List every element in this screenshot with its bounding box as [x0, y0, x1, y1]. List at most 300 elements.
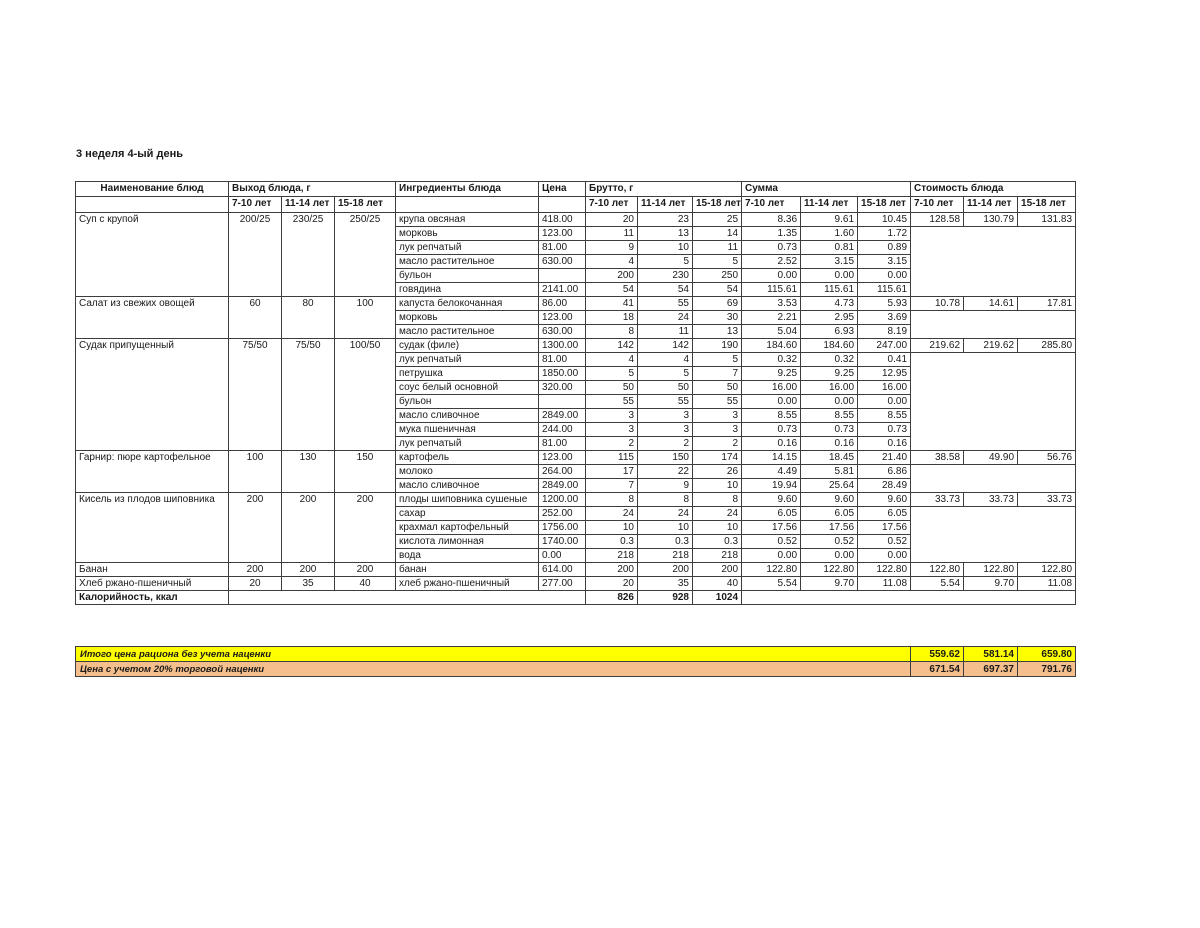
- sum-cell: 0.52: [742, 535, 801, 549]
- ingredient-cell: судак (филе): [396, 339, 539, 353]
- gross-cell: 25: [693, 213, 742, 227]
- gross-cell: 11: [586, 227, 638, 241]
- gross-cell: 23: [638, 213, 693, 227]
- output-cell: 200: [282, 563, 335, 577]
- output-cell: 35: [282, 577, 335, 591]
- sum-cell: 2.21: [742, 311, 801, 325]
- sum-cell: 122.80: [858, 563, 911, 577]
- total-value: 791.76: [1018, 662, 1076, 677]
- sum-cell: 0.73: [742, 241, 801, 255]
- sum-cell: 0.73: [858, 423, 911, 437]
- sum-cell: 0.81: [801, 241, 858, 255]
- sum-cell: 6.05: [858, 507, 911, 521]
- sum-cell: 6.93: [801, 325, 858, 339]
- gross-cell: 10: [586, 521, 638, 535]
- gross-cell: 3: [586, 423, 638, 437]
- output-cell: 130: [282, 451, 335, 493]
- output-cell: 200: [335, 493, 396, 563]
- sum-cell: 8.36: [742, 213, 801, 227]
- ingredient-cell: масло растительное: [396, 255, 539, 269]
- header-blank: [539, 197, 586, 213]
- price-cell: 244.00: [539, 423, 586, 437]
- sum-cell: 3.15: [858, 255, 911, 269]
- total-value: 659.80: [1018, 647, 1076, 662]
- header-age-group: 11-14 лет: [282, 197, 335, 213]
- sum-cell: 12.95: [858, 367, 911, 381]
- sum-cell: 122.80: [742, 563, 801, 577]
- gross-cell: 50: [693, 381, 742, 395]
- gross-cell: 200: [693, 563, 742, 577]
- cost-cell: 33.73: [911, 493, 964, 507]
- ingredient-cell: кислота лимонная: [396, 535, 539, 549]
- sum-cell: 5.93: [858, 297, 911, 311]
- gross-cell: 5: [693, 353, 742, 367]
- gross-cell: 2: [586, 437, 638, 451]
- price-cell: 1200.00: [539, 493, 586, 507]
- price-cell: 264.00: [539, 465, 586, 479]
- price-cell: 614.00: [539, 563, 586, 577]
- ingredient-cell: капуста белокочанная: [396, 297, 539, 311]
- gross-cell: 24: [586, 507, 638, 521]
- cost-merged-blank: [911, 227, 1076, 297]
- price-cell: 2849.00: [539, 409, 586, 423]
- price-cell: 81.00: [539, 353, 586, 367]
- output-cell: 200/25: [229, 213, 282, 297]
- header-blank: [396, 197, 539, 213]
- sum-cell: 0.00: [858, 269, 911, 283]
- sum-cell: 184.60: [801, 339, 858, 353]
- sum-cell: 115.61: [801, 283, 858, 297]
- ingredient-row: [76, 493, 1076, 507]
- output-cell: 100: [335, 297, 396, 339]
- cost-merged-blank: [911, 465, 1076, 493]
- sum-cell: 0.52: [801, 535, 858, 549]
- ingredient-row: [76, 563, 1076, 577]
- cost-cell: 5.54: [911, 577, 964, 591]
- gross-cell: 17: [586, 465, 638, 479]
- gross-cell: 11: [693, 241, 742, 255]
- cost-cell: 11.08: [1018, 577, 1076, 591]
- gross-cell: 2: [638, 437, 693, 451]
- gross-cell: 4: [586, 255, 638, 269]
- sum-cell: 16.00: [858, 381, 911, 395]
- sum-cell: 0.00: [801, 269, 858, 283]
- ingredient-cell: крахмал картофельный: [396, 521, 539, 535]
- gross-cell: 4: [638, 353, 693, 367]
- gross-cell: 22: [638, 465, 693, 479]
- sum-cell: 9.70: [801, 577, 858, 591]
- sum-cell: 3.69: [858, 311, 911, 325]
- output-cell: 100: [229, 451, 282, 493]
- calories-value-cell: 1024: [693, 591, 742, 605]
- header-blank: [76, 197, 229, 213]
- dish-name-cell: Суп с крупой: [76, 213, 229, 297]
- ingredient-cell: плоды шиповника сушеные: [396, 493, 539, 507]
- price-cell: 630.00: [539, 255, 586, 269]
- sum-cell: 247.00: [858, 339, 911, 353]
- price-cell: 123.00: [539, 227, 586, 241]
- price-cell: 1850.00: [539, 367, 586, 381]
- cost-cell: 49.90: [964, 451, 1018, 465]
- gross-cell: 9: [638, 479, 693, 493]
- sum-cell: 28.49: [858, 479, 911, 493]
- ingredient-cell: масло растительное: [396, 325, 539, 339]
- gross-cell: 0.3: [586, 535, 638, 549]
- output-cell: 230/25: [282, 213, 335, 297]
- gross-cell: 8: [638, 493, 693, 507]
- ingredient-cell: картофель: [396, 451, 539, 465]
- ingredient-cell: масло сливочное: [396, 409, 539, 423]
- gross-cell: 41: [586, 297, 638, 311]
- price-cell: 1740.00: [539, 535, 586, 549]
- cost-cell: 219.62: [911, 339, 964, 353]
- total-value: 697.37: [964, 662, 1018, 677]
- cost-cell: 33.73: [1018, 493, 1076, 507]
- gross-cell: 24: [638, 311, 693, 325]
- sum-cell: 10.45: [858, 213, 911, 227]
- sum-cell: 6.05: [742, 507, 801, 521]
- gross-cell: 50: [638, 381, 693, 395]
- price-cell: 81.00: [539, 241, 586, 255]
- output-cell: 250/25: [335, 213, 396, 297]
- sum-cell: 1.35: [742, 227, 801, 241]
- sum-cell: 8.19: [858, 325, 911, 339]
- sum-cell: 16.00: [801, 381, 858, 395]
- sum-cell: 8.55: [858, 409, 911, 423]
- cost-cell: 219.62: [964, 339, 1018, 353]
- cost-cell: 17.81: [1018, 297, 1076, 311]
- cost-cell: 9.70: [964, 577, 1018, 591]
- sum-cell: 5.54: [742, 577, 801, 591]
- sum-cell: 6.86: [858, 465, 911, 479]
- price-cell: 1300.00: [539, 339, 586, 353]
- ingredient-cell: соус белый основной: [396, 381, 539, 395]
- sum-cell: 5.81: [801, 465, 858, 479]
- sum-cell: 4.49: [742, 465, 801, 479]
- sum-cell: 9.25: [742, 367, 801, 381]
- sum-cell: 11.08: [858, 577, 911, 591]
- cost-cell: 122.80: [1018, 563, 1076, 577]
- gross-cell: 55: [638, 395, 693, 409]
- ingredient-cell: морковь: [396, 311, 539, 325]
- header-output: Выход блюда, г: [229, 182, 396, 197]
- header-ingredients: Ингредиенты блюда: [396, 182, 539, 197]
- output-cell: 40: [335, 577, 396, 591]
- dish-name-cell: Судак припущенный: [76, 339, 229, 451]
- header-cost: Стоимость блюда: [911, 182, 1076, 197]
- price-cell: 0.00: [539, 549, 586, 563]
- sum-cell: 14.15: [742, 451, 801, 465]
- cost-cell: 131.83: [1018, 213, 1076, 227]
- gross-cell: 14: [693, 227, 742, 241]
- header-gross: Брутто, г: [586, 182, 742, 197]
- sum-cell: 115.61: [742, 283, 801, 297]
- ingredient-cell: банан: [396, 563, 539, 577]
- gross-cell: 200: [586, 563, 638, 577]
- gross-cell: 218: [586, 549, 638, 563]
- gross-cell: 115: [586, 451, 638, 465]
- gross-cell: 30: [693, 311, 742, 325]
- sum-cell: 17.56: [858, 521, 911, 535]
- ingredient-cell: говядина: [396, 283, 539, 297]
- cost-cell: 128.58: [911, 213, 964, 227]
- header-age-group: 15-18 лет: [693, 197, 742, 213]
- sum-cell: 0.32: [742, 353, 801, 367]
- gross-cell: 55: [586, 395, 638, 409]
- calories-row: [76, 591, 1076, 605]
- output-cell: 100/50: [335, 339, 396, 451]
- gross-cell: 18: [586, 311, 638, 325]
- ingredient-cell: лук репчатый: [396, 437, 539, 451]
- header-age-group: 7-10 лет: [586, 197, 638, 213]
- gross-cell: 26: [693, 465, 742, 479]
- gross-cell: 3: [638, 409, 693, 423]
- gross-cell: 69: [693, 297, 742, 311]
- gross-cell: 150: [638, 451, 693, 465]
- ingredient-cell: крупа овсяная: [396, 213, 539, 227]
- sum-cell: 9.60: [858, 493, 911, 507]
- gross-cell: 174: [693, 451, 742, 465]
- sum-cell: 9.25: [801, 367, 858, 381]
- sum-cell: 0.73: [801, 423, 858, 437]
- ingredient-cell: бульон: [396, 269, 539, 283]
- price-cell: [539, 269, 586, 283]
- gross-cell: 218: [693, 549, 742, 563]
- header-row-ages: [76, 197, 1076, 213]
- sum-cell: 0.00: [801, 549, 858, 563]
- sum-cell: 25.64: [801, 479, 858, 493]
- sum-cell: 6.05: [801, 507, 858, 521]
- sum-cell: 0.41: [858, 353, 911, 367]
- sum-cell: 0.89: [858, 241, 911, 255]
- gross-cell: 250: [693, 269, 742, 283]
- price-cell: 320.00: [539, 381, 586, 395]
- gross-cell: 5: [638, 367, 693, 381]
- dish-name-cell: Хлеб ржано-пшеничный: [76, 577, 229, 591]
- total-row-with-markup: [76, 662, 1076, 677]
- gross-cell: 190: [693, 339, 742, 353]
- gross-cell: 142: [586, 339, 638, 353]
- header-age-group: 11-14 лет: [638, 197, 693, 213]
- gross-cell: 2: [693, 437, 742, 451]
- menu-cost-table: [75, 181, 1076, 605]
- ingredient-row: [76, 339, 1076, 353]
- price-cell: 123.00: [539, 311, 586, 325]
- gross-cell: 20: [586, 213, 638, 227]
- ingredient-cell: сахар: [396, 507, 539, 521]
- price-cell: [539, 395, 586, 409]
- sum-cell: 4.73: [801, 297, 858, 311]
- sum-cell: 19.94: [742, 479, 801, 493]
- dish-name-cell: Гарнир: пюре картофельное: [76, 451, 229, 493]
- gross-cell: 10: [638, 241, 693, 255]
- gross-cell: 7: [586, 479, 638, 493]
- gross-cell: 9: [586, 241, 638, 255]
- cost-cell: 122.80: [911, 563, 964, 577]
- calories-value-cell: 826: [586, 591, 638, 605]
- sum-cell: 1.72: [858, 227, 911, 241]
- sum-cell: 0.00: [742, 395, 801, 409]
- sum-cell: 0.00: [742, 269, 801, 283]
- ingredient-cell: лук репчатый: [396, 241, 539, 255]
- sum-cell: 0.00: [858, 395, 911, 409]
- sum-cell: 18.45: [801, 451, 858, 465]
- ingredient-row: [76, 213, 1076, 227]
- cost-cell: 130.79: [964, 213, 1018, 227]
- price-cell: 277.00: [539, 577, 586, 591]
- gross-cell: 200: [586, 269, 638, 283]
- total-row-no-markup: [76, 647, 1076, 662]
- gross-cell: 230: [638, 269, 693, 283]
- gross-cell: 8: [586, 325, 638, 339]
- gross-cell: 10: [638, 521, 693, 535]
- calories-blank-cell: [229, 591, 586, 605]
- output-cell: 200: [282, 493, 335, 563]
- calories-value-cell: 928: [638, 591, 693, 605]
- ingredient-cell: мука пшеничная: [396, 423, 539, 437]
- gross-cell: 10: [693, 479, 742, 493]
- output-cell: 200: [229, 563, 282, 577]
- gross-cell: 40: [693, 577, 742, 591]
- total-value: 671.54: [911, 662, 964, 677]
- gross-cell: 11: [638, 325, 693, 339]
- sum-cell: 0.32: [801, 353, 858, 367]
- price-cell: 2141.00: [539, 283, 586, 297]
- price-cell: 1756.00: [539, 521, 586, 535]
- dish-name-cell: Кисель из плодов шиповника: [76, 493, 229, 563]
- gross-cell: 54: [638, 283, 693, 297]
- ingredient-cell: хлеб ржано-пшеничный: [396, 577, 539, 591]
- gross-cell: 13: [638, 227, 693, 241]
- sum-cell: 9.60: [742, 493, 801, 507]
- ingredient-row: [76, 297, 1076, 311]
- output-cell: 200: [335, 563, 396, 577]
- gross-cell: 20: [586, 577, 638, 591]
- sum-cell: 115.61: [858, 283, 911, 297]
- gross-cell: 218: [638, 549, 693, 563]
- gross-cell: 35: [638, 577, 693, 591]
- header-age-group: 7-10 лет: [742, 197, 801, 213]
- ingredient-row: [76, 577, 1076, 591]
- page-title: 3 неделя 4-ый день: [76, 148, 183, 160]
- gross-cell: 142: [638, 339, 693, 353]
- sum-cell: 8.55: [801, 409, 858, 423]
- sum-cell: 184.60: [742, 339, 801, 353]
- total-value: 559.62: [911, 647, 964, 662]
- dish-name-cell: Салат из свежих овощей: [76, 297, 229, 339]
- calories-tail-blank: [742, 591, 1076, 605]
- header-row-groups: [76, 182, 1076, 197]
- gross-cell: 24: [638, 507, 693, 521]
- sum-cell: 17.56: [742, 521, 801, 535]
- cost-cell: 38.58: [911, 451, 964, 465]
- sum-cell: 5.04: [742, 325, 801, 339]
- sum-cell: 2.52: [742, 255, 801, 269]
- gross-cell: 3: [693, 423, 742, 437]
- calories-label-cell: Калорийность, ккал: [76, 591, 229, 605]
- total-label: Итого цена рациона без учета наценки: [76, 647, 911, 662]
- gross-cell: 5: [638, 255, 693, 269]
- gross-cell: 200: [638, 563, 693, 577]
- cost-cell: 285.80: [1018, 339, 1076, 353]
- gross-cell: 7: [693, 367, 742, 381]
- totals-table: [75, 646, 1076, 677]
- price-cell: 81.00: [539, 437, 586, 451]
- header-age-group: 15-18 лет: [335, 197, 396, 213]
- ingredient-cell: лук репчатый: [396, 353, 539, 367]
- sum-cell: 16.00: [742, 381, 801, 395]
- header-sum: Сумма: [742, 182, 911, 197]
- output-cell: 75/50: [229, 339, 282, 451]
- ingredient-cell: молоко: [396, 465, 539, 479]
- output-cell: 75/50: [282, 339, 335, 451]
- ingredient-cell: вода: [396, 549, 539, 563]
- price-cell: 418.00: [539, 213, 586, 227]
- sum-cell: 21.40: [858, 451, 911, 465]
- total-label: Цена с учетом 20% торговой наценки: [76, 662, 911, 677]
- cost-cell: 33.73: [964, 493, 1018, 507]
- cost-cell: 10.78: [911, 297, 964, 311]
- gross-cell: 0.3: [638, 535, 693, 549]
- sum-cell: 0.73: [742, 423, 801, 437]
- cost-merged-blank: [911, 507, 1076, 563]
- gross-cell: 13: [693, 325, 742, 339]
- price-cell: 252.00: [539, 507, 586, 521]
- sum-cell: 0.16: [801, 437, 858, 451]
- sum-cell: 8.55: [742, 409, 801, 423]
- cost-cell: 14.61: [964, 297, 1018, 311]
- sum-cell: 2.95: [801, 311, 858, 325]
- gross-cell: 24: [693, 507, 742, 521]
- price-cell: 86.00: [539, 297, 586, 311]
- gross-cell: 50: [586, 381, 638, 395]
- sum-cell: 0.16: [858, 437, 911, 451]
- sum-cell: 3.15: [801, 255, 858, 269]
- header-age-group: 11-14 лет: [801, 197, 858, 213]
- header-age-group: 15-18 лет: [1018, 197, 1076, 213]
- gross-cell: 5: [586, 367, 638, 381]
- gross-cell: 8: [693, 493, 742, 507]
- gross-cell: 5: [693, 255, 742, 269]
- sum-cell: 0.00: [858, 549, 911, 563]
- ingredient-cell: петрушка: [396, 367, 539, 381]
- gross-cell: 4: [586, 353, 638, 367]
- sum-cell: 1.60: [801, 227, 858, 241]
- header-dish: Наименование блюд: [76, 182, 229, 197]
- ingredient-row: [76, 451, 1076, 465]
- price-cell: 630.00: [539, 325, 586, 339]
- dish-name-cell: Банан: [76, 563, 229, 577]
- total-value: 581.14: [964, 647, 1018, 662]
- sum-cell: 0.16: [742, 437, 801, 451]
- gross-cell: 55: [693, 395, 742, 409]
- header-age-group: 7-10 лет: [229, 197, 282, 213]
- header-price: Цена: [539, 182, 586, 197]
- output-cell: 80: [282, 297, 335, 339]
- header-age-group: 7-10 лет: [911, 197, 964, 213]
- sum-cell: 0.00: [742, 549, 801, 563]
- ingredient-cell: морковь: [396, 227, 539, 241]
- cost-merged-blank: [911, 311, 1076, 339]
- ingredient-cell: масло сливочное: [396, 479, 539, 493]
- gross-cell: 3: [638, 423, 693, 437]
- cost-cell: 56.76: [1018, 451, 1076, 465]
- ingredient-cell: бульон: [396, 395, 539, 409]
- sum-cell: 3.53: [742, 297, 801, 311]
- gross-cell: 8: [586, 493, 638, 507]
- cost-merged-blank: [911, 353, 1076, 451]
- cost-cell: 122.80: [964, 563, 1018, 577]
